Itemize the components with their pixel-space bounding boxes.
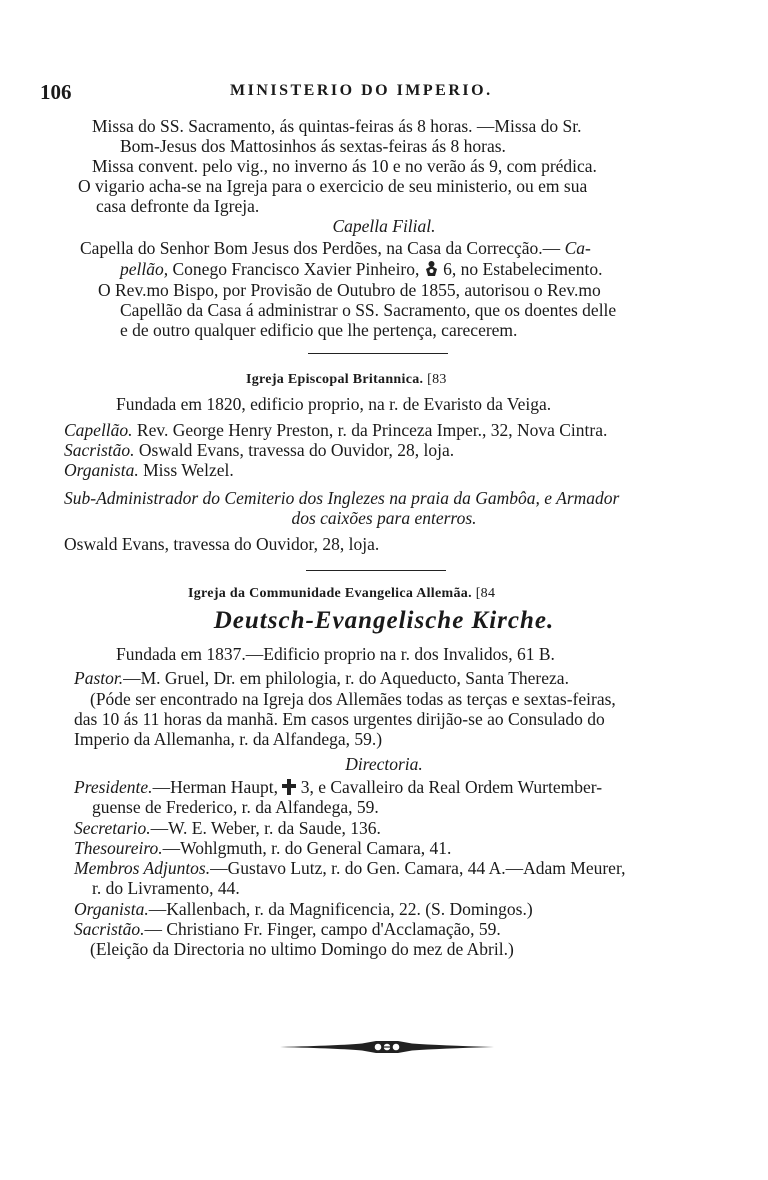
intro-line-1: Missa do SS. Sacramento, ás quintas-feiras ás 8 horas. —Missa do Sr.: [92, 116, 582, 136]
capellao-label: Capellão.: [64, 420, 133, 440]
presidente-text: —Herman Haupt,: [152, 777, 278, 797]
pastor-text: —M. Gruel, Dr. em philologia, r. do Aqueducto, Santa Thereza.: [123, 668, 569, 688]
intro-line-4: O vigario acha-se na Igreja para o exercicio de seu ministerio, ou em sua: [78, 176, 588, 196]
sacristao-text: — Christiano Fr. Finger, campo d'Acclamação, 59.: [144, 919, 501, 939]
intro-line-2: Bom-Jesus dos Mattosinhos ás sextas-feiras ás 8 horas.: [120, 136, 506, 156]
capella-line-4: Capellão da Casa á administrar o SS. Sacramento, que os doentes delle: [120, 300, 617, 320]
capella-line-2-name: Conego Francisco Xavier Pinheiro,: [172, 259, 420, 279]
thesoureiro-text: —Wohlgmuth, r. do General Camara, 41.: [162, 838, 452, 858]
sacristao-text: Oswald Evans, travessa do Ouvidor, 28, loja.: [138, 440, 455, 460]
capella-line-2-role: pellão,: [120, 259, 169, 279]
sub-administrador-conj: e: [544, 488, 553, 508]
capella-line-5: e de outro qualquer edificio que lhe pertença, carecerem.: [120, 320, 518, 340]
directoria-membros-2: r. do Livramento, 44.: [92, 878, 240, 898]
presidente-order: 3, e Cavalleiro da Real Ordem Wurtember-: [300, 777, 603, 797]
pastor-label: Pastor.: [74, 668, 124, 688]
directoria-organista: [74, 899, 533, 919]
capella-line-2: [120, 259, 603, 279]
section-divider: [306, 570, 446, 571]
directoria-membros: [74, 858, 625, 878]
membros-text: —Gustavo Lutz, r. do Gen. Camara, 44 A.—Adam Meurer,: [210, 858, 626, 878]
capella-line-3: O Rev.mo Bispo, por Provisão de Outubro de 1855, autorisou o Rev.mo: [98, 280, 601, 300]
presidente-label: Presidente.: [74, 777, 153, 797]
britannica-organista: [64, 460, 234, 480]
order-badge-icon: [424, 259, 443, 279]
allema-title-text: Igreja da Communidade Evangelica Allemãa.: [188, 586, 472, 601]
allema-title: [188, 584, 495, 604]
britannica-fundada: Fundada em 1820, edificio proprio, na r. de Evaristo da Veiga.: [116, 394, 552, 414]
allema-number: [84: [475, 586, 496, 601]
directoria-sacristao: [74, 919, 501, 939]
sub-administrador-line: [64, 488, 619, 508]
capella-line-2-place: 6, no Estabelecimento.: [443, 259, 603, 279]
intro-line-5: casa defronte da Igreja.: [96, 196, 260, 216]
capella-line-1-text: Capella do Senhor Bom Jesus dos Perdões, na Casa da Correcção.—: [80, 238, 561, 258]
sub-administrador-line-2: dos caixões para enterros.: [291, 508, 477, 528]
britannica-title-text: Igreja Episcopal Britannica.: [246, 372, 424, 387]
capella-heading: Capella Filial.: [332, 216, 436, 236]
britannica-sacristao: [64, 440, 454, 460]
britannica-number: [83: [427, 372, 447, 387]
page-number: 106: [40, 80, 72, 104]
britannica-capellao: [64, 420, 607, 440]
secretario-label: Secretario.: [74, 818, 151, 838]
german-title: Deutsch-Evangelische Kirche.: [213, 607, 555, 634]
allema-pastor: [74, 668, 569, 688]
organista-text: Miss Welzel.: [143, 460, 234, 480]
eleicao-note: (Eleição da Directoria no ultimo Domingo do mez de Abril.): [90, 939, 514, 959]
order-cross-icon: [282, 777, 300, 797]
directoria-presidente: [74, 777, 602, 797]
armador-label: Armador: [556, 488, 620, 508]
capella-line-1: [80, 238, 591, 258]
membros-label: Membros Adjuntos.: [74, 858, 211, 878]
sacristao-label: Sacristão.: [74, 919, 145, 939]
organista-label: Organista.: [64, 460, 139, 480]
allema-fundada: Fundada em 1837.—Edificio proprio na r. dos Invalidos, 61 B.: [116, 644, 555, 664]
directoria-secretario: [74, 818, 381, 838]
directoria-thesoureiro: [74, 838, 451, 858]
intro-line-3: Missa convent. pelo vig., no inverno ás 10 e no verão ás 9, com prédica.: [92, 156, 597, 176]
britannica-title: [246, 370, 447, 390]
capellao-text: Rev. George Henry Preston, r. da Princeza Imper., 32, Nova Cintra.: [136, 420, 608, 440]
organista-label: Organista.: [74, 899, 149, 919]
sub-administrador-name: Oswald Evans, travessa do Ouvidor, 28, loja.: [64, 534, 380, 554]
ornament-divider-icon: [280, 1038, 494, 1061]
allema-note-3: Imperio da Allemanha, r. da Alfandega, 59.): [74, 729, 383, 749]
capella-line-1-role: Ca-: [564, 238, 591, 258]
directoria-presidente-2: guense de Frederico, r. da Alfandega, 59.: [92, 797, 379, 817]
sacristao-label: Sacristão.: [64, 440, 135, 460]
running-title: MINISTERIO DO IMPERIO.: [230, 82, 493, 99]
section-divider: [308, 353, 448, 354]
thesoureiro-label: Thesoureiro.: [74, 838, 163, 858]
organista-text: —Kallenbach, r. da Magnificencia, 22. (S. Domingos.): [148, 899, 533, 919]
sub-administrador-text: Sub-Administrador do Cemiterio dos Inglezes na praia da Gambôa,: [64, 488, 540, 508]
allema-note-1: (Póde ser encontrado na Igreja dos Allemães todas as terças e sextas-feiras,: [90, 689, 616, 709]
secretario-text: —W. E. Weber, r. da Saude, 136.: [150, 818, 381, 838]
allema-note-2: das 10 ás 11 horas da manhã. Em casos urgentes dirijão-se ao Consulado do: [74, 709, 605, 729]
directoria-heading: Directoria.: [345, 754, 423, 774]
